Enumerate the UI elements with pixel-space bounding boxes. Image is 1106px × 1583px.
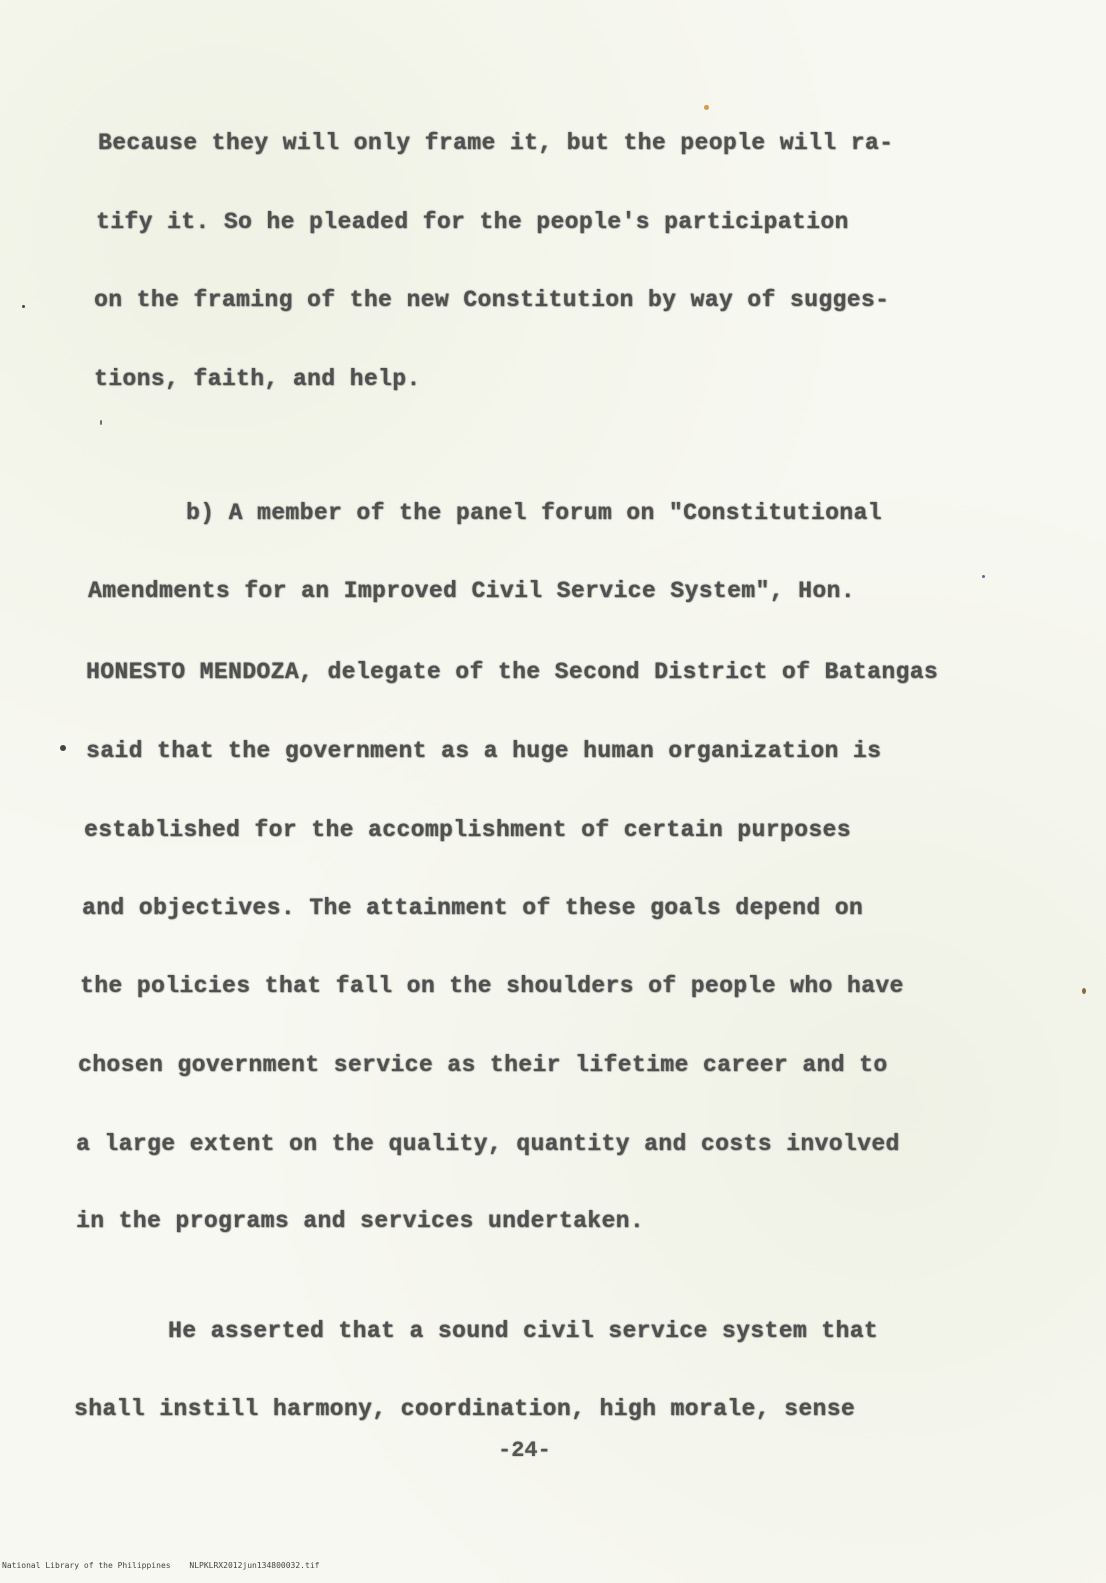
page-number: -24-: [498, 1438, 551, 1463]
text-line-6: Amendments for an Improved Civil Service System", Hon.: [88, 578, 855, 604]
ink-speck: [982, 575, 985, 578]
text-line-7: HONESTO MENDOZA, delegate of the Second District of Batangas: [86, 659, 939, 685]
text-line-8: said that the government as a huge human organization is: [86, 738, 882, 764]
text-line-11: the policies that fall on the shoulders of people who have: [80, 973, 904, 999]
text-line-12: chosen government service as their lifetime career and to: [78, 1052, 888, 1078]
footer-filename: NLPKLRX2012jun134800032.tif: [189, 1561, 320, 1570]
text-line-5: b) A member of the panel forum on "Constitutional: [186, 500, 882, 526]
text-line-2: tify it. So he pleaded for the people's participation: [96, 209, 849, 235]
text-line-4: tions, faith, and help.: [94, 366, 421, 392]
ink-speck: [100, 420, 102, 425]
text-line-16: shall instill harmony, coordination, high morale, sense: [74, 1396, 856, 1422]
ink-speck: [60, 745, 66, 751]
ink-speck: [1082, 988, 1086, 994]
ink-speck: [22, 305, 25, 308]
text-line-13: a large extent on the quality, quantity and costs involved: [76, 1131, 900, 1157]
footer-library: National Library of the Philippines: [2, 1561, 171, 1570]
ink-speck: [704, 105, 709, 110]
text-line-10: and objectives. The attainment of these goals depend on: [82, 895, 864, 921]
text-line-3: on the framing of the new Constitution by way of sugges-: [94, 287, 890, 313]
scan-footer: [2, 1561, 319, 1570]
text-line-15: He asserted that a sound civil service system that: [168, 1318, 879, 1344]
text-line-1: Because they will only frame it, but the people will ra-: [98, 130, 894, 156]
text-line-14: in the programs and services undertaken.: [76, 1208, 645, 1234]
text-line-9: established for the accomplishment of certain purposes: [84, 817, 851, 843]
